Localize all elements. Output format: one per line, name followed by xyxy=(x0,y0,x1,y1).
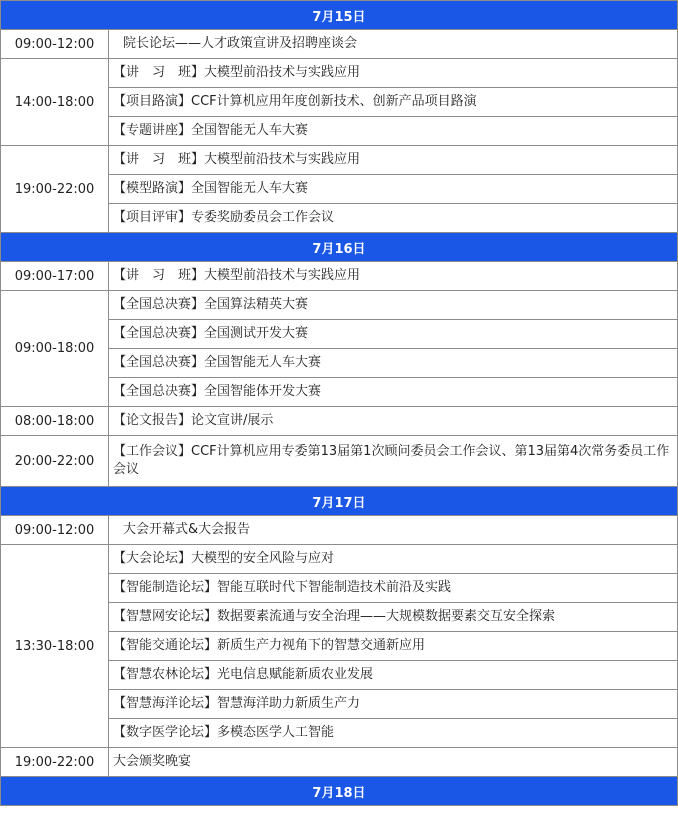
session-item: 【智能制造论坛】智能互联时代下智能制造技术前沿及实践 xyxy=(109,574,678,603)
session-item: 【全国总决赛】全国智能无人车大赛 xyxy=(109,349,678,378)
session-item: 【全国总决赛】全国智能体开发大赛 xyxy=(109,378,678,407)
session-item: 【智慧海洋论坛】智慧海洋助力新质生产力 xyxy=(109,690,678,719)
session-item: 【项目路演】CCF计算机应用年度创新技术、创新产品项目路演 xyxy=(109,88,678,117)
time-cell: 09:00-12:00 xyxy=(1,30,109,59)
day-header-row xyxy=(1,1,678,30)
session-item: 【专题讲座】全国智能无人车大赛 xyxy=(109,117,678,146)
session-item: 【智能交通论坛】新质生产力视角下的智慧交通新应用 xyxy=(109,632,678,661)
session-item: 【模型路演】全国智能无人车大赛 xyxy=(109,175,678,204)
session-item: 【智慧农林论坛】光电信息赋能新质农业发展 xyxy=(109,661,678,690)
session-item: 大会开幕式&大会报告 xyxy=(109,516,678,545)
table-row xyxy=(1,516,678,545)
session-item: 【讲 习 班】大模型前沿技术与实践应用 xyxy=(109,59,678,88)
table-row xyxy=(1,407,678,436)
time-cell: 13:30-18:00 xyxy=(1,545,109,748)
table-row xyxy=(1,30,678,59)
session-item: 大会颁奖晚宴 xyxy=(109,748,678,777)
session-item: 【讲 习 班】大模型前沿技术与实践应用 xyxy=(109,262,678,291)
session-item: 【讲 习 班】大模型前沿技术与实践应用 xyxy=(109,146,678,175)
time-cell: 19:00-22:00 xyxy=(1,748,109,777)
session-item: 【论文报告】论文宣讲/展示 xyxy=(109,407,678,436)
day-header: 7月15日 xyxy=(1,1,678,30)
day-header: 7月16日 xyxy=(1,233,678,262)
session-item: 【数字医学论坛】多模态医学人工智能 xyxy=(109,719,678,748)
session-item: 【智慧网安论坛】数据要素流通与安全治理——大规模数据要素交互安全探索 xyxy=(109,603,678,632)
time-cell: 20:00-22:00 xyxy=(1,436,109,487)
table-row xyxy=(1,748,678,777)
day-header-row xyxy=(1,777,678,806)
table-row xyxy=(1,291,678,320)
day-header: 7月17日 xyxy=(1,487,678,516)
time-cell: 09:00-18:00 xyxy=(1,291,109,407)
session-item: 【工作会议】CCF计算机应用专委第13届第1次顾问委员会工作会议、第13届第4次常务委员工作会议 xyxy=(109,436,678,487)
time-cell: 09:00-12:00 xyxy=(1,516,109,545)
session-item: 【全国总决赛】全国测试开发大赛 xyxy=(109,320,678,349)
session-item: 【项目评审】专委奖励委员会工作会议 xyxy=(109,204,678,233)
day-header-row xyxy=(1,487,678,516)
table-row xyxy=(1,436,678,487)
table-row xyxy=(1,59,678,88)
session-item: 【大会论坛】大模型的安全风险与应对 xyxy=(109,545,678,574)
table-row xyxy=(1,545,678,574)
session-item: 院长论坛——人才政策宣讲及招聘座谈会 xyxy=(109,30,678,59)
table-row xyxy=(1,262,678,291)
time-cell: 08:00-18:00 xyxy=(1,407,109,436)
session-item: 【全国总决赛】全国算法精英大赛 xyxy=(109,291,678,320)
time-cell: 14:00-18:00 xyxy=(1,59,109,146)
time-cell: 19:00-22:00 xyxy=(1,146,109,233)
table-row xyxy=(1,146,678,175)
time-cell: 09:00-17:00 xyxy=(1,262,109,291)
day-header: 7月18日 xyxy=(1,777,678,806)
day-header-row xyxy=(1,233,678,262)
